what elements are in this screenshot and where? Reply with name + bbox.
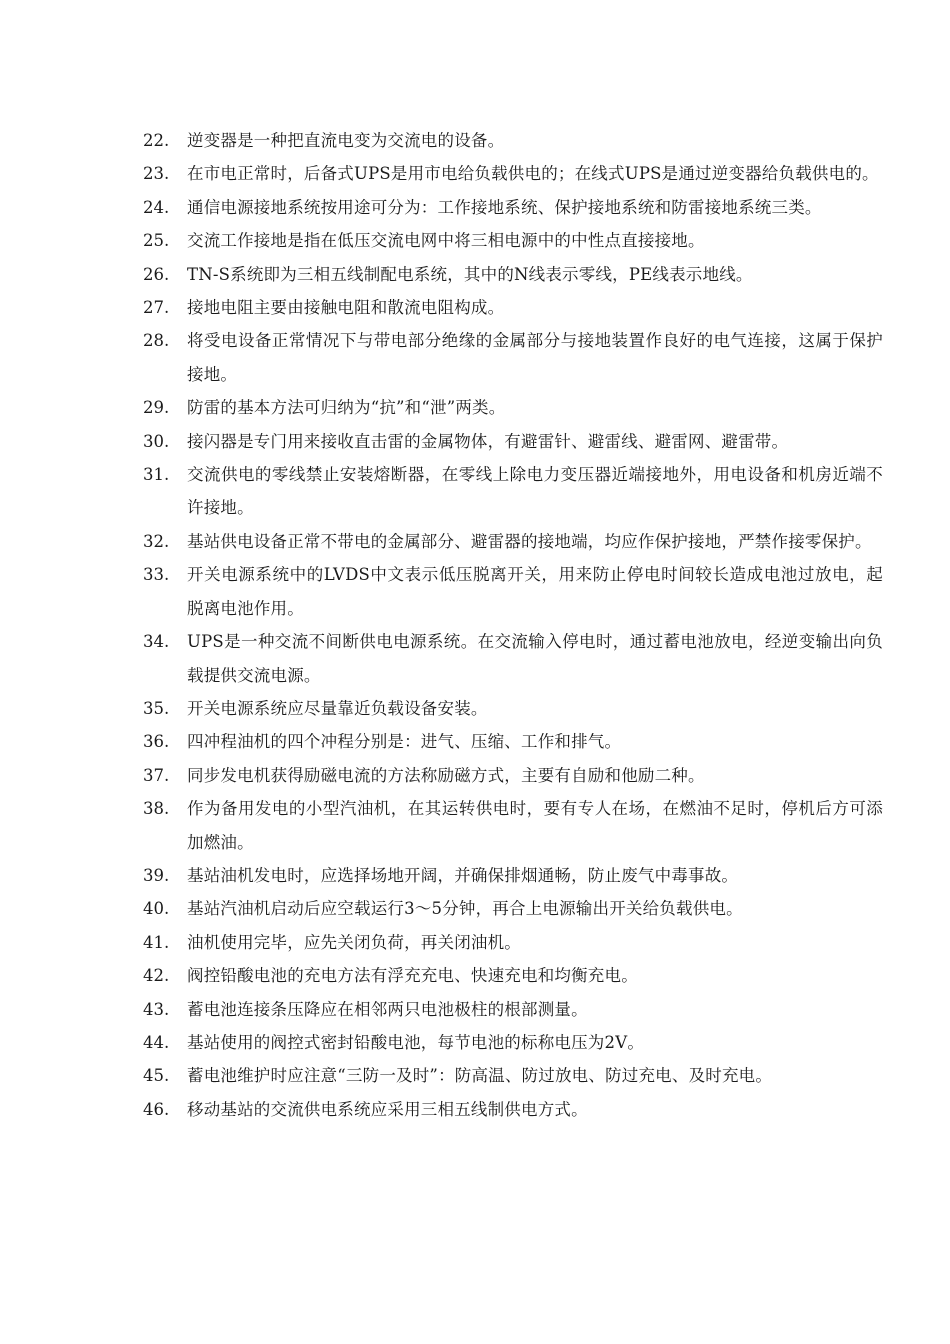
item-number: 32. xyxy=(143,531,170,551)
item-text: 防雷的基本方法可归纳为“抗”和“泄”两类。 xyxy=(187,398,506,418)
list-item xyxy=(143,391,883,424)
item-number: 31. xyxy=(143,465,170,485)
item-text: 开关电源系统应尽量靠近负载设备安装。 xyxy=(187,698,488,718)
item-text: 阀控铅酸电池的充电方法有浮充充电、快速充电和均衡充电。 xyxy=(187,966,638,986)
list-item xyxy=(143,993,883,1026)
item-number: 23. xyxy=(143,164,170,184)
item-text: 交流供电的零线禁止安装熔断器，在零线上除电力变压器近端接地外，用电设备和机房近端不许接地。 xyxy=(187,465,883,518)
item-number: 26. xyxy=(143,264,170,284)
item-number: 45. xyxy=(143,1066,170,1086)
item-number: 35. xyxy=(143,698,170,718)
item-number: 43. xyxy=(143,999,170,1019)
list-item xyxy=(143,625,883,692)
item-number: 28. xyxy=(143,331,170,351)
list-item xyxy=(143,224,883,257)
item-text: 基站供电设备正常不带电的金属部分、避雷器的接地端，均应作保护接地，严禁作接零保护。 xyxy=(187,531,872,551)
numbered-list xyxy=(143,124,883,1126)
item-text: 四冲程油机的四个冲程分别是：进气、压缩、工作和排气。 xyxy=(187,732,622,752)
list-item xyxy=(143,124,883,157)
item-number: 37. xyxy=(143,765,170,785)
list-item xyxy=(143,892,883,925)
item-number: 34. xyxy=(143,632,170,652)
item-text: 将受电设备正常情况下与带电部分绝缘的金属部分与接地装置作良好的电气连接，这属于保护接地。 xyxy=(187,331,883,384)
item-text: 蓄电池连接条压降应在相邻两只电池极柱的根部测量。 xyxy=(187,999,588,1019)
item-number: 39. xyxy=(143,865,170,885)
item-number: 29. xyxy=(143,398,170,418)
item-number: 40. xyxy=(143,899,170,919)
item-number: 27. xyxy=(143,298,170,318)
item-text: 基站油机发电时，应选择场地开阔，并确保排烟通畅，防止废气中毒事故。 xyxy=(187,865,739,885)
list-item xyxy=(143,258,883,291)
list-item xyxy=(143,926,883,959)
item-number: 46. xyxy=(143,1099,170,1119)
item-text: 基站使用的阀控式密封铅酸电池，每节电池的标称电压为2V。 xyxy=(187,1032,645,1052)
list-item xyxy=(143,324,883,391)
item-text: 移动基站的交流供电系统应采用三相五线制供电方式。 xyxy=(187,1099,588,1119)
item-text: 通信电源接地系统按用途可分为：工作接地系统、保护接地系统和防雷接地系统三类。 xyxy=(187,197,822,217)
item-number: 33. xyxy=(143,565,170,585)
item-number: 44. xyxy=(143,1032,170,1052)
item-number: 22. xyxy=(143,131,170,150)
list-item xyxy=(143,425,883,458)
item-number: 30. xyxy=(143,431,170,451)
list-item xyxy=(143,959,883,992)
item-text: 接地电阻主要由接触电阻和散流电阻构成。 xyxy=(187,298,505,318)
list-item xyxy=(143,792,883,859)
list-item xyxy=(143,725,883,758)
item-number: 36. xyxy=(143,732,170,752)
item-text: 接闪器是专门用来接收直击雷的金属物体，有避雷针、避雷线、避雷网、避雷带。 xyxy=(187,431,789,451)
list-item xyxy=(143,558,883,625)
item-text: 油机使用完毕，应先关闭负荷，再关闭油机。 xyxy=(187,932,521,952)
item-number: 24. xyxy=(143,197,170,217)
list-item xyxy=(143,1059,883,1092)
item-number: 41. xyxy=(143,932,170,952)
item-text: 开关电源系统中的LVDS中文表示低压脱离开关，用来防止停电时间较长造成电池过放电，起脱离电池作用。 xyxy=(187,565,883,618)
list-item xyxy=(143,859,883,892)
list-item xyxy=(143,157,883,190)
item-text: 在市电正常时，后备式UPS是用市电给负载供电的；在线式UPS是通过逆变器给负载供电的。 xyxy=(187,164,879,184)
list-item xyxy=(143,525,883,558)
item-number: 38. xyxy=(143,799,170,819)
list-item xyxy=(143,1093,883,1126)
item-number: 25. xyxy=(143,231,170,251)
item-text: 基站汽油机启动后应空载运行3～5分钟，再合上电源输出开关给负载供电。 xyxy=(187,899,743,919)
item-text: 蓄电池维护时应注意“三防一及时”：防高温、防过放电、防过充电、及时充电。 xyxy=(187,1066,773,1086)
item-text: 作为备用发电的小型汽油机，在其运转供电时，要有专人在场，在燃油不足时，停机后方可添加燃油。 xyxy=(187,799,883,852)
list-item xyxy=(143,191,883,224)
item-text: UPS是一种交流不间断供电电源系统。在交流输入停电时，通过蓄电池放电，经逆变输出向负载提供交流电源。 xyxy=(187,632,883,685)
item-text: TN-S系统即为三相五线制配电系统，其中的N线表示零线，PE线表示地线。 xyxy=(187,264,753,284)
item-text: 交流工作接地是指在低压交流电网中将三相电源中的中性点直接接地。 xyxy=(187,231,705,251)
list-item xyxy=(143,1026,883,1059)
item-text: 逆变器是一种把直流电变为交流电的设备。 xyxy=(187,131,505,150)
item-number: 42. xyxy=(143,966,170,986)
list-item xyxy=(143,291,883,324)
item-text: 同步发电机获得励磁电流的方法称励磁方式，主要有自励和他励二种。 xyxy=(187,765,705,785)
list-item xyxy=(143,692,883,725)
list-item xyxy=(143,759,883,792)
list-item xyxy=(143,458,883,525)
